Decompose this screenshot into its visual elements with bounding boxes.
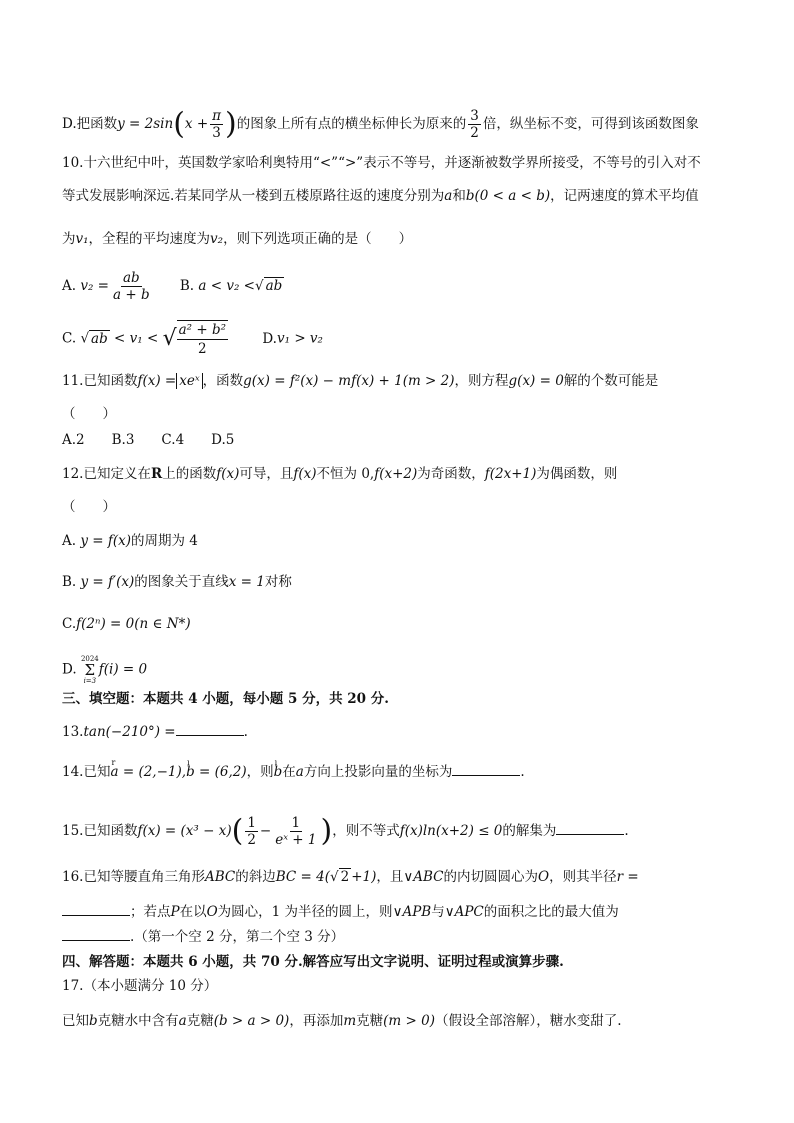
q16-text: ；若点: [130, 904, 171, 920]
answer-blank[interactable]: [452, 763, 520, 776]
q16-text: 的面积之比的最大值为: [483, 904, 619, 920]
option-b-label: B.: [62, 574, 77, 590]
q12-text: 不恒为 0,: [316, 466, 375, 482]
vector-a-value: = (2,−1),: [122, 764, 187, 780]
section-3-heading: [62, 689, 734, 709]
condition-m: (m > 0): [383, 1013, 435, 1029]
q16-line-3: [62, 927, 734, 947]
math-a: a: [444, 188, 453, 204]
q10-text: 等式发展影响深远.若某同学从一楼到五楼原路往返的速度分别为: [62, 188, 445, 204]
q12-text: 为偶函数，则: [536, 466, 618, 482]
option-a-expr: v₂ =: [80, 278, 109, 294]
big-paren-open: (: [231, 813, 244, 849]
q10-text: ，记两速度的算术平均值: [550, 188, 699, 204]
section-heading-text: 四、解答题：本题共 6 小题，共 70 分.解答应写出文字说明、证明过程或演算步骤.: [62, 954, 564, 970]
one-half-fraction: [245, 815, 258, 848]
frac-num: π: [212, 108, 222, 124]
hypotenuse-bc: BC = 4(: [275, 869, 330, 885]
pi-over-3-fraction: [210, 108, 223, 141]
q9d-expr: y = 2sin: [117, 116, 174, 132]
q13-expr: tan(−210°) =: [83, 724, 176, 740]
math-f-2x-plus-1: f(2x+1): [484, 466, 537, 482]
frac-den: 2: [198, 341, 207, 357]
sum-lower-limit: i=3: [83, 677, 97, 685]
q13: [62, 722, 734, 742]
q11-text: ，函数: [202, 373, 244, 389]
point-p: P: [170, 904, 180, 920]
sqrt-radicand: ab: [91, 330, 108, 347]
q17-line-1: [62, 1011, 734, 1031]
q17-text: 克糖: [186, 1013, 214, 1029]
sqrt-sign: √: [255, 278, 264, 294]
q11-option-list: A.2 B.3 C.4 D.5: [62, 432, 235, 448]
big-paren-open: (: [173, 106, 185, 142]
vector-a: a: [295, 764, 304, 780]
q9d-suffix: 倍，纵坐标不变，可得到该函数图象: [482, 116, 699, 132]
q15-text: 的解集为: [502, 823, 557, 839]
option-d-label: D.: [62, 661, 77, 678]
option-b-label: B.: [179, 278, 195, 294]
q13-end: .: [243, 724, 248, 740]
q15-inequality: f(x)ln(x+2) ≤ 0: [399, 823, 503, 839]
sqrt-radicand: 2: [340, 869, 350, 885]
option-a-expr: y = f(x): [80, 533, 132, 549]
option-a-label: A.: [62, 533, 77, 549]
q10-text: 和: [452, 188, 466, 204]
frac-num: a² + b²: [178, 322, 227, 338]
q12-text: 上的函数: [162, 466, 217, 482]
q14-text: 在: [282, 764, 296, 780]
answer-blank[interactable]: [176, 723, 244, 736]
minus-sign: −: [259, 823, 272, 839]
frac-den: 2: [247, 832, 256, 848]
q12-option-b: [62, 572, 734, 592]
q14-end: .: [520, 764, 525, 780]
q13-number: 13.: [62, 724, 84, 740]
q10-options-ab: [62, 270, 734, 303]
vector-a: r a: [110, 762, 118, 782]
math-m: m: [343, 1013, 357, 1029]
option-b-expr: y = f′(x): [80, 574, 135, 590]
frac-den: eˣ + 1: [275, 832, 317, 848]
q17-text: 克糖水中含有: [97, 1013, 179, 1029]
triangle-apb: ∨APB: [392, 904, 432, 920]
frac-num: ab: [122, 270, 140, 286]
q12-paren: [62, 497, 734, 517]
option-a-text: 的周期为 4: [131, 533, 198, 549]
hypotenuse-bc-tail: +1): [351, 869, 377, 885]
condition-b-a: (b > a > 0): [213, 1013, 290, 1029]
q15: [62, 815, 734, 848]
option-c-label: C.: [62, 616, 77, 632]
option-b-text: 的图象关于直线: [134, 574, 229, 590]
q12-option-c: [62, 614, 734, 634]
frac-den: a + b: [113, 287, 150, 303]
q17-head: [62, 976, 734, 996]
q16-text: 的斜边: [235, 869, 276, 885]
answer-blank[interactable]: [62, 903, 130, 916]
q9d-prefix: D.把函数: [62, 116, 118, 132]
radius-r: r =: [616, 869, 639, 885]
q10-line-3: [62, 229, 734, 249]
math-f-def: f(x) =: [137, 373, 177, 389]
q11-text: ，则方程: [454, 373, 509, 389]
q15-f-def: f(x) = (x³ − x): [137, 823, 232, 839]
summation-symbol: [81, 655, 99, 685]
q16-text: 的内切圆圆心为: [443, 869, 539, 885]
q12-text: 12.已知定义在: [62, 466, 151, 482]
frac-num: 1: [247, 815, 256, 831]
option-b-expr: a < v₂ <: [198, 278, 255, 294]
math-b-condition: b(0 < a < b): [465, 188, 551, 204]
q16-text: 在以: [179, 904, 207, 920]
option-c-label: C.: [62, 330, 77, 347]
vector-b: ı b: [274, 762, 283, 782]
q17-text: ，再添加: [289, 1013, 344, 1029]
q10-line-1: [62, 153, 734, 173]
option-a-label: A.: [62, 278, 77, 294]
math-line-x1: x = 1: [228, 574, 265, 590]
frac-num: 1: [291, 815, 301, 831]
frac-den: 2: [470, 125, 479, 141]
q16-text: ，则其半径: [549, 869, 617, 885]
answer-paren: （ ）: [62, 406, 116, 422]
a2b2-over-2: [177, 320, 228, 358]
q15-text: 15.已知函数: [62, 823, 138, 839]
one-over-ex-plus-1: [273, 815, 318, 848]
q10-options-cd: [62, 320, 734, 358]
math-v1: v₁: [75, 231, 89, 247]
q9-option-d: [62, 108, 734, 141]
q16-text: ，且: [376, 869, 404, 885]
q16-line-2: [62, 902, 734, 922]
sum-upper-limit: 2024: [80, 655, 99, 663]
abs-value-expr: xeˣ: [176, 373, 202, 389]
math-a: a: [178, 1013, 187, 1029]
answer-blank[interactable]: [556, 822, 624, 835]
math-g-eq: g(x) = 0: [508, 373, 564, 389]
sigma-glyph: Σ: [84, 661, 96, 679]
sqrt-sign: √: [330, 869, 339, 885]
big-paren-close: ): [225, 106, 237, 142]
option-b-text: 对称: [264, 574, 292, 590]
q14-text: ，则: [246, 764, 274, 780]
math-real-set: R: [150, 466, 163, 482]
q14-text: 14.已知: [62, 764, 111, 780]
math-fx: f(x): [293, 466, 317, 482]
q15-end: .: [624, 823, 629, 839]
math-v2: v₂: [210, 231, 224, 247]
option-d-label: D.: [262, 330, 277, 347]
q17-heading: 17.（本小题满分 10 分）: [62, 978, 218, 994]
q12-line-1: [62, 464, 734, 484]
big-paren-close: ): [320, 813, 333, 849]
q10-line-2: [62, 186, 734, 206]
ab-over-a-plus-b: [111, 270, 152, 303]
sqrt-sign: √: [162, 326, 177, 351]
q16-text: 16.已知等腰直角三角形: [62, 869, 205, 885]
q17-text: 克糖: [356, 1013, 384, 1029]
option-c-expr: f(2ⁿ) = 0(n ∈ N*): [76, 616, 191, 632]
vector-b-value: = (6,2): [199, 764, 247, 780]
triangle-apc: ∨APC: [444, 904, 484, 920]
answer-blank[interactable]: [62, 928, 130, 941]
q17-text: （假设全部溶解），糖水变甜了.: [434, 1013, 622, 1029]
math-fx-plus-2: f(x+2): [374, 466, 418, 482]
option-d-expr: f(i) = 0: [98, 661, 148, 678]
three-halves-fraction: [468, 108, 481, 141]
q17-text: 已知: [62, 1013, 89, 1029]
q11-paren: [62, 404, 734, 424]
frac-num: 3: [470, 108, 479, 124]
q12-text: 可导，且: [239, 466, 294, 482]
answer-paren: （ ）: [62, 499, 116, 515]
q14-text: 方向上投影向量的坐标为: [303, 764, 453, 780]
triangle-abc: ∨ABC: [403, 869, 444, 885]
math-b: b: [89, 1013, 98, 1029]
q12-option-a: [62, 531, 734, 551]
sqrt-sign: √: [80, 330, 90, 347]
q12-option-d: [62, 655, 734, 685]
option-d-expr: v₁ > v₂: [276, 330, 323, 347]
q10-text: 10.十六世纪中叶，英国数学家哈利奥特用“<”“>”表示不等号，并逐渐被数学界所接受，不等号的引入对不: [62, 155, 701, 171]
q9d-mid: 的图象上所有点的横坐标伸长为原来的: [236, 116, 467, 132]
q16-text: .（第一个空 2 分，第二个空 3 分）: [130, 929, 345, 945]
q9d-expr-inner: x +: [184, 116, 209, 132]
q11-options: [62, 430, 734, 450]
q14: [62, 762, 734, 782]
q16-text: 与: [431, 904, 445, 920]
q11-text: 11.已知函数: [62, 373, 138, 389]
math-fx: f(x): [216, 466, 240, 482]
section-heading-text: 三、填空题：本题共 4 小题，每小题 5 分，共 20 分.: [62, 691, 389, 707]
q10-text: 为: [62, 231, 76, 247]
triangle-abc: ABC: [204, 869, 236, 885]
point-o: O: [206, 904, 218, 920]
q15-text: ，则不等式: [332, 823, 400, 839]
q10-text: ，则下列选项正确的是（ ）: [223, 231, 413, 247]
q12-text: 为奇函数，: [417, 466, 485, 482]
q11-text: 解的个数可能是: [563, 373, 659, 389]
option-c-expr: < v₁ <: [114, 330, 159, 347]
sqrt-radicand: ab: [265, 278, 283, 294]
q16-line-1: [62, 867, 734, 887]
math-g-def: g(x) = f²(x) − mf(x) + 1(m > 2): [243, 373, 455, 389]
section-4-heading: [62, 952, 734, 972]
frac-den: 3: [212, 125, 221, 141]
point-o: O: [538, 869, 550, 885]
q11-line-1: [62, 371, 734, 391]
q16-text: 为圆心，1 为半径的圆上，则: [217, 904, 393, 920]
q10-text: ，全程的平均速度为: [88, 231, 211, 247]
vector-b: ı b: [186, 762, 195, 782]
